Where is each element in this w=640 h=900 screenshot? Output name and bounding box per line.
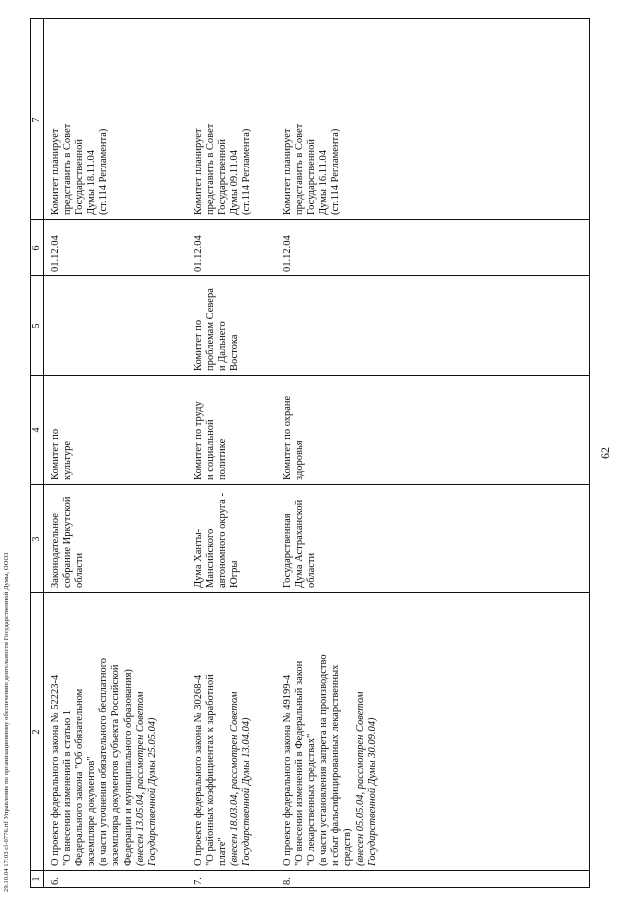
committee-note-line: Государственной [74, 139, 86, 215]
deadline-date: 01.12.04 [50, 235, 61, 272]
bill-status-line: Государственной Думы 13.04.04) [241, 717, 253, 866]
co-committee [193, 288, 241, 371]
bill-status [355, 692, 379, 866]
responsible-committee [50, 429, 74, 480]
deadline-date: 01.12.04 [193, 235, 204, 272]
committee-note-line: (ст.114 Регламента) [241, 128, 253, 215]
agenda-table [30, 18, 590, 888]
bill-status-line: (внесен 13.05.04, рассмотрен Советом [134, 691, 146, 866]
initiator-line: Законодательное [50, 513, 61, 588]
bill-title-line: "О лекарственных средствах" [306, 733, 318, 866]
bill-title-line: плате" [217, 837, 229, 866]
committee-note-line: представить в Совет [62, 123, 74, 215]
responsible-committee [282, 396, 306, 480]
bill-title-line: О проекте федерального закона № 52223-4 [50, 674, 61, 866]
responsible-committee-line: Комитет по [50, 428, 61, 480]
committee-note-line: (ст.114 Регламента) [98, 128, 110, 215]
committee-note-line: Комитет планирует [50, 128, 61, 215]
committee-note-line: (ст.114 Регламента) [330, 128, 342, 215]
bill-title-line: О проекте федерального закона № 30268-4 [193, 674, 204, 866]
column-header-7: 7 [31, 117, 42, 123]
bill-title-line: (в части установления запрета на производство [318, 654, 330, 866]
initiator-line: Дума Астраханской [294, 499, 306, 588]
responsible-committee-line: Комитет по охране [282, 395, 293, 480]
document-footer: 29.10.04 17:03 сl-0776.rtf Управление по организационному обеспечению деятельности Государственной Думы, ООО3 [3, 552, 10, 892]
committee-note-line: представить в Совет [205, 123, 217, 215]
bill-title-line: "О внесении изменений в Федеральный закон [294, 660, 306, 866]
initiator-line: Государственная [282, 513, 293, 588]
column-header-5: 5 [31, 323, 42, 329]
co-committee-line: Востока [229, 334, 241, 371]
committee-note-line: Думы 16.11.04 [318, 150, 330, 215]
initiator-line: области [306, 552, 318, 588]
row-number: 8. [282, 877, 293, 885]
co-committee-line: проблемам Севера [205, 288, 217, 371]
bill-title-line: О проекте федерального закона № 49199-4 [282, 674, 293, 866]
bill-status-line: Государственной Думы 25.05.04) [146, 717, 158, 866]
bill-title-line: экземпляра документов субъекта Российской [110, 664, 122, 866]
initiator [282, 500, 318, 588]
responsible-committee [193, 401, 229, 480]
initiator-line: Дума Ханты- [193, 528, 204, 588]
initiator [50, 496, 86, 588]
committee-note-line: представить в Совет [294, 123, 306, 215]
committee-note [193, 124, 253, 215]
committee-note-line: Комитет планирует [193, 128, 204, 215]
bill-status-line: Государственной Думы 30.09.04) [366, 717, 378, 866]
bill-title [193, 674, 229, 866]
responsible-committee-line: политике [217, 438, 229, 480]
initiator-line: области [74, 552, 86, 588]
bill-status-line: (внесен 05.05.04, рассмотрен Советом [354, 691, 366, 866]
column-header-1: 1 [31, 876, 42, 882]
responsible-committee-line: культуре [62, 441, 74, 480]
bill-title-line: и сбыт фальсифицированных лекарственных [330, 664, 342, 866]
responsible-committee-line: и социальной [205, 419, 217, 480]
committee-note-line: Государственной [306, 139, 318, 215]
bill-title-line: "О внесении изменений в статью 1 [62, 709, 74, 866]
initiator-line: автономного округа - [217, 493, 229, 588]
committee-note-line: Государственной [217, 139, 229, 215]
committee-note-line: Думы 09.11.04 [229, 150, 241, 215]
bill-title-line: "О районных коэффициентах к заработной [205, 674, 217, 866]
committee-note-line: Думы 18.11.04 [86, 150, 98, 215]
bill-title [50, 658, 135, 866]
co-committee-line: и Дальнего [217, 321, 229, 371]
bill-title-line: (в части уточнения обязательного бесплатного [98, 658, 110, 866]
initiator-line: Югры [229, 560, 241, 588]
bill-status [135, 692, 159, 866]
co-committee-line: Комитет по [193, 319, 204, 371]
committee-note [50, 124, 110, 215]
deadline-date: 01.12.04 [282, 235, 293, 272]
column-header-3: 3 [31, 536, 42, 542]
bill-title [282, 654, 355, 866]
column-header-6: 6 [31, 245, 42, 251]
bill-title-line: экземпляре документов" [86, 756, 98, 866]
initiator-line: Мансийского [205, 528, 217, 588]
row-number: 7. [193, 877, 204, 885]
page-number: 62 [598, 447, 612, 459]
bill-title-line: Федерации и муниципального образования) [122, 669, 134, 866]
bill-status [229, 692, 253, 866]
bill-status-line: (внесен 18.03.04, рассмотрен Советом [229, 691, 241, 866]
committee-note-line: Комитет планирует [282, 128, 293, 215]
committee-note [282, 124, 342, 215]
initiator [193, 493, 241, 588]
bill-title-line: Федерального закона "Об обязательном [74, 688, 86, 866]
responsible-committee-line: здоровья [294, 440, 306, 480]
row-number: 6. [50, 877, 61, 885]
column-header-2: 2 [31, 729, 42, 735]
column-header-4: 4 [31, 427, 42, 433]
responsible-committee-line: Комитет по труду [193, 401, 204, 480]
bill-title-line: средств) [342, 828, 354, 866]
initiator-line: собрание Иркутской [62, 496, 74, 588]
